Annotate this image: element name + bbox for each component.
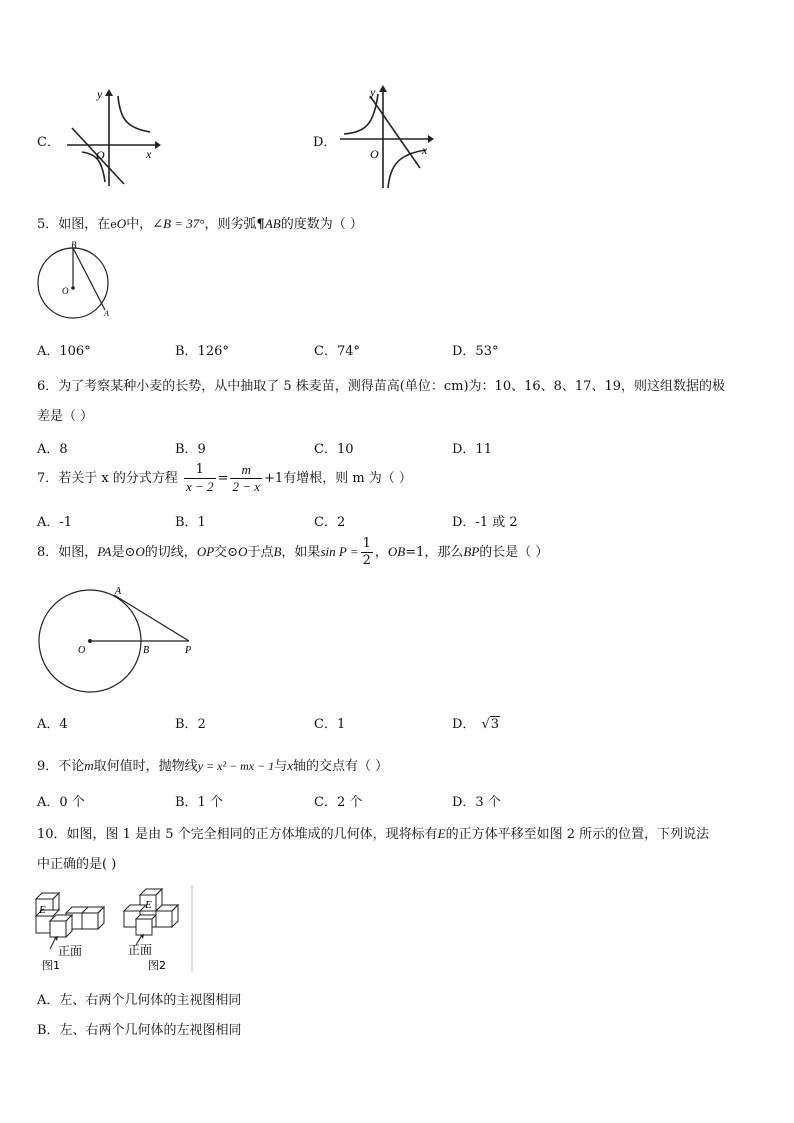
q5-option-b[interactable]: B．126° xyxy=(175,344,229,359)
q6-option-c[interactable]: C．10 xyxy=(314,442,354,457)
q8-sinP: sin P = xyxy=(320,544,359,559)
q10-line1-a: 10．如图，图 1 是由 5 个完全相同的正方体堆成的几何体，现将标有 xyxy=(37,827,438,842)
q10-fig1-E: E xyxy=(39,904,46,916)
q8-t7: =1，那么 xyxy=(405,545,464,560)
q8-option-d-radicand: 3 xyxy=(490,717,500,732)
q8-option-c[interactable]: C．1 xyxy=(314,717,346,732)
q8-OB: OB xyxy=(387,544,406,559)
q10-stem-line2: 中正确的是( ) xyxy=(37,857,117,872)
q8-option-a[interactable]: A．4 xyxy=(37,717,68,732)
q9-stem xyxy=(37,755,388,774)
q5-circle-O: O xyxy=(116,216,127,231)
q10-fig2-E: E xyxy=(145,899,152,911)
q8-fig-O: O xyxy=(78,645,86,656)
q9-prefix: 9．不论 xyxy=(37,759,85,774)
q8-t1: 是⊙ xyxy=(111,545,136,560)
q8-frac-num: 1 xyxy=(362,536,371,551)
q8-fig-P: P xyxy=(185,645,192,656)
q5-stem-mid2: ，则劣弧 xyxy=(204,217,257,232)
q5-fig-O: O xyxy=(62,286,69,296)
sqrt-icon: √3 xyxy=(481,717,500,732)
q7-equals: = xyxy=(217,471,229,486)
q8-t3: 交⊙ xyxy=(214,545,239,560)
q4d-axis-x: x xyxy=(422,143,428,157)
q5-option-c[interactable]: C．74° xyxy=(314,344,360,359)
q7-option-c[interactable]: C．2 xyxy=(314,515,346,530)
q4-option-c-label: C． xyxy=(37,135,60,150)
q7-option-a[interactable]: A．-1 xyxy=(37,515,73,530)
q8-BP: BP xyxy=(463,544,480,559)
q7-frac2-den: 2 − x xyxy=(232,479,261,494)
q5-circle-symbol: e xyxy=(110,218,117,231)
q5-stem-suffix: 的度数为（ ） xyxy=(280,217,363,232)
q10-fig2-front: 正面 xyxy=(128,943,153,957)
q9-expr: y = x² − mx − 1 xyxy=(197,759,275,773)
q5-stem-mid: 中， xyxy=(126,217,153,232)
q5-fig-B: B xyxy=(71,240,77,250)
q9-t1: 取何值时，抛物线 xyxy=(93,759,198,774)
q7-prefix: 7．若关于 x 的分式方程 xyxy=(37,471,178,486)
q8-option-d-label: D． xyxy=(452,717,476,732)
q5-angle-expr: ∠B = 37° xyxy=(152,216,205,231)
q6-option-d[interactable]: D．11 xyxy=(452,442,492,457)
q5-option-d[interactable]: D．53° xyxy=(452,344,499,359)
q9-t3: 轴的交点有（ ） xyxy=(293,759,389,774)
q8-t2: 的切线， xyxy=(144,545,197,560)
q8-B: B xyxy=(273,544,282,559)
q8-t5: ，如果 xyxy=(281,545,321,560)
q10-E: E xyxy=(437,826,446,841)
q7-option-d[interactable]: D．-1 或 2 xyxy=(452,515,518,530)
q10-figure-1 xyxy=(34,887,114,972)
q9-x: x xyxy=(287,758,294,773)
q10-stem-line1 xyxy=(37,823,709,842)
q7-fraction-2 xyxy=(230,462,262,495)
q5-arc-symbol: ¶ xyxy=(256,217,265,232)
q10-line1-b: 的正方体平移至如图 2 所示的位置，下列说法 xyxy=(445,827,710,842)
q9-option-a[interactable]: A．0 个 xyxy=(37,795,85,810)
q8-option-b[interactable]: B．2 xyxy=(175,717,206,732)
q10-option-a[interactable]: A．左、右两个几何体的主视图相同 xyxy=(37,993,242,1008)
q4c-axis-x: x xyxy=(146,147,152,161)
q7-plus: +1 xyxy=(264,471,284,486)
q8-fig-A: A xyxy=(115,586,122,597)
q7-frac1-num: 1 xyxy=(184,462,216,479)
q8-fraction xyxy=(361,536,373,569)
q8-PA: PA xyxy=(97,544,112,559)
q7-frac1-den: x − 2 xyxy=(186,479,214,494)
q7-fraction-1 xyxy=(184,462,216,495)
q5-option-a[interactable]: A．106° xyxy=(37,344,91,359)
q5-figure xyxy=(34,240,119,320)
q8-O1: O xyxy=(135,544,145,559)
q4-option-d-label: D． xyxy=(313,135,337,150)
q4d-axis-y: y xyxy=(370,85,376,99)
q8-stem xyxy=(37,536,548,569)
q9-m: m xyxy=(84,758,94,773)
q8-t8: 的长是（ ） xyxy=(479,545,549,560)
q6-option-a[interactable]: A．8 xyxy=(37,442,68,457)
q8-figure xyxy=(36,585,201,695)
q5-arc-label: AB xyxy=(264,216,281,231)
q9-t2: 与 xyxy=(274,759,288,774)
q10-fig1-front: 正面 xyxy=(58,944,83,958)
q8-fig-B: B xyxy=(143,645,150,656)
q4-graph-c xyxy=(62,88,162,190)
q8-O2: O xyxy=(238,544,248,559)
q7-frac2-num: m xyxy=(230,462,262,479)
q7-stem xyxy=(37,462,412,495)
q4-graph-d xyxy=(336,84,436,192)
q6-stem-line1: 6．为了考察某种小麦的长势，从中抽取了 5 株麦苗，测得苗高(单位：cm)为：10、16、8、17、19，则这组数据的极 xyxy=(37,379,725,394)
q4d-origin: O xyxy=(370,147,379,161)
q8-option-d[interactable] xyxy=(452,713,500,732)
q10-fig1-caption: 图1 xyxy=(42,959,60,972)
q5-stem-prefix: 5．如图，在 xyxy=(37,217,111,232)
q8-t6: ， xyxy=(374,545,388,560)
q8-frac-den: 2 xyxy=(362,553,371,568)
q6-stem-line2: 差是（ ） xyxy=(37,409,94,424)
q7-option-b[interactable]: B．1 xyxy=(175,515,206,530)
q7-suffix: 有增根，则 m 为（ ） xyxy=(283,471,412,486)
q9-option-c[interactable]: C．2 个 xyxy=(314,795,363,810)
q4c-axis-y: y xyxy=(97,87,103,101)
q8-prefix: 8．如图， xyxy=(37,545,98,560)
q10-option-b[interactable]: B．左、右两个几何体的左视图相同 xyxy=(37,1023,242,1038)
q10-fig2-caption: 图2 xyxy=(148,959,166,972)
q5-fig-A: A xyxy=(104,309,109,318)
q10-figure-2 xyxy=(120,885,195,972)
q8-OP: OP xyxy=(196,544,215,559)
q9-option-b[interactable]: B．1 个 xyxy=(175,795,223,810)
q8-t4: 于点 xyxy=(247,545,274,560)
q4c-origin: O xyxy=(96,148,105,162)
q9-option-d[interactable]: D．3 个 xyxy=(452,795,501,810)
q6-option-b[interactable]: B．9 xyxy=(175,442,206,457)
q5-stem xyxy=(37,213,363,232)
